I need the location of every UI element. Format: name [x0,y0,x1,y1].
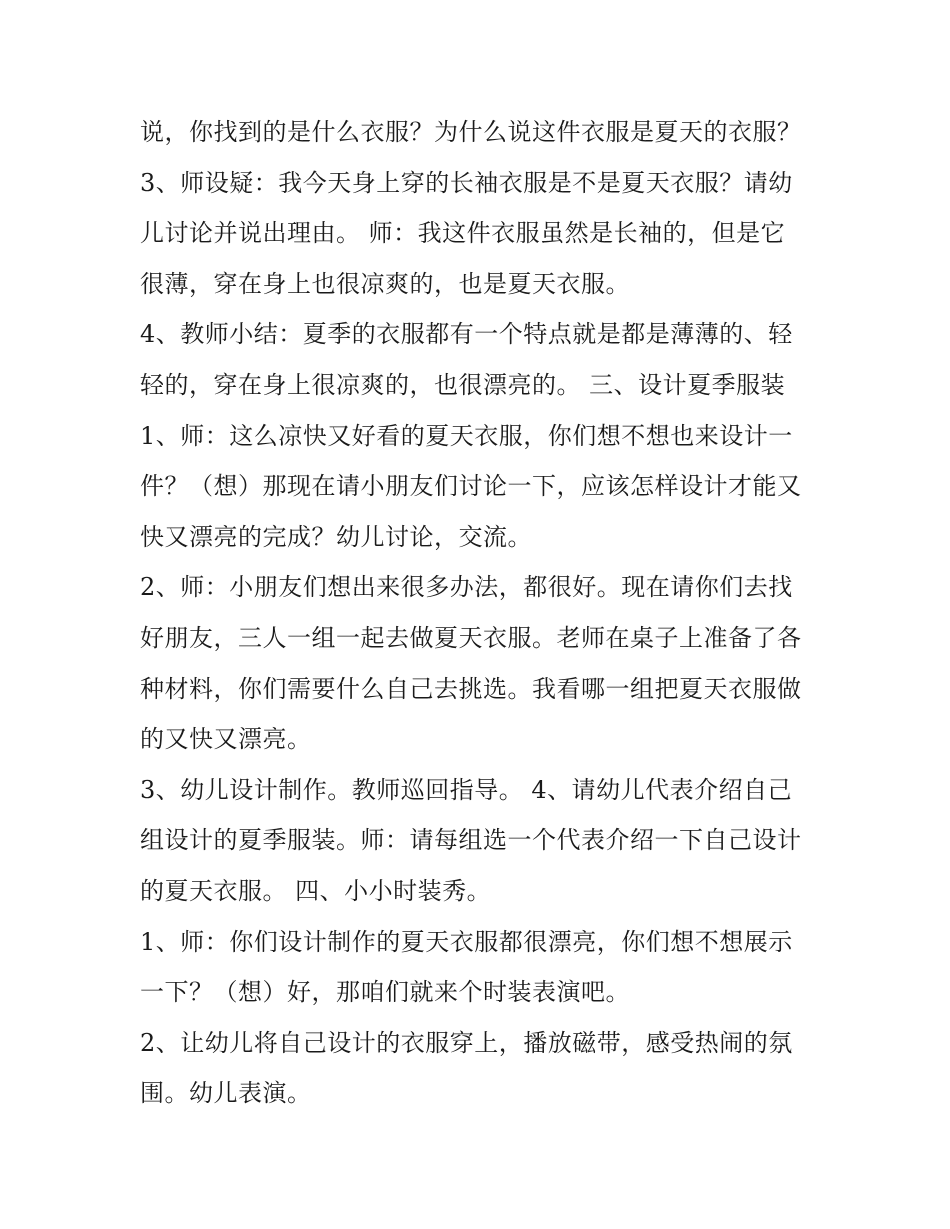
text-line: 快又漂亮的完成？幼儿讨论，交流。 [140,522,532,551]
text-line: 很薄，穿在身上也很凉爽的，也是夏天衣服。 [140,269,630,298]
text-line: 3、幼儿设计制作。教师巡回指导。 4、请幼儿代表介绍自己 [140,775,793,804]
text-line: 1、师：这么凉快又好看的夏天衣服，你们想不想也来设计一 [140,421,793,450]
text-line: 3、师设疑：我今天身上穿的长袖衣服是不是夏天衣服？请幼 [140,168,793,197]
text-line: 的夏天衣服。 四、小小时装秀。 [140,876,492,905]
text-line: 的又快又漂亮。 [140,725,312,754]
text-line: 轻的，穿在身上很凉爽的，也很漂亮的。 三、设计夏季服装 [140,370,786,399]
text-line: 围。幼儿表演。 [140,1079,312,1108]
document-body [140,107,820,1119]
text-line: 1、师：你们设计制作的夏天衣服都很漂亮，你们想不想展示 [140,927,793,956]
text-line: 4、教师小结：夏季的衣服都有一个特点就是都是薄薄的、轻 [140,320,793,349]
text-line: 好朋友，三人一组一起去做夏天衣服。老师在桌子上准备了各 [140,623,802,652]
text-line: 2、师：小朋友们想出来很多办法，都很好。现在请你们去找 [140,573,793,602]
text-line: 组设计的夏季服装。师：请每组选一个代表介绍一下自己设计 [140,826,802,855]
text-line: 儿讨论并说出理由。 师：我这件衣服虽然是长袖的，但是它 [140,219,786,248]
text-line: 种材料，你们需要什么自己去挑选。我看哪一组把夏天衣服做 [140,674,802,703]
text-line: 件？（想）那现在请小朋友们讨论一下，应该怎样设计才能又 [140,472,802,501]
text-line: 说，你找到的是什么衣服？为什么说这件衣服是夏天的衣服？ [140,118,802,146]
text-line: 一下？（想）好，那咱们就来个时装表演吧。 [140,978,630,1007]
text-line: 2、让幼儿将自己设计的衣服穿上，播放磁带，感受热闹的氛 [140,1028,793,1057]
